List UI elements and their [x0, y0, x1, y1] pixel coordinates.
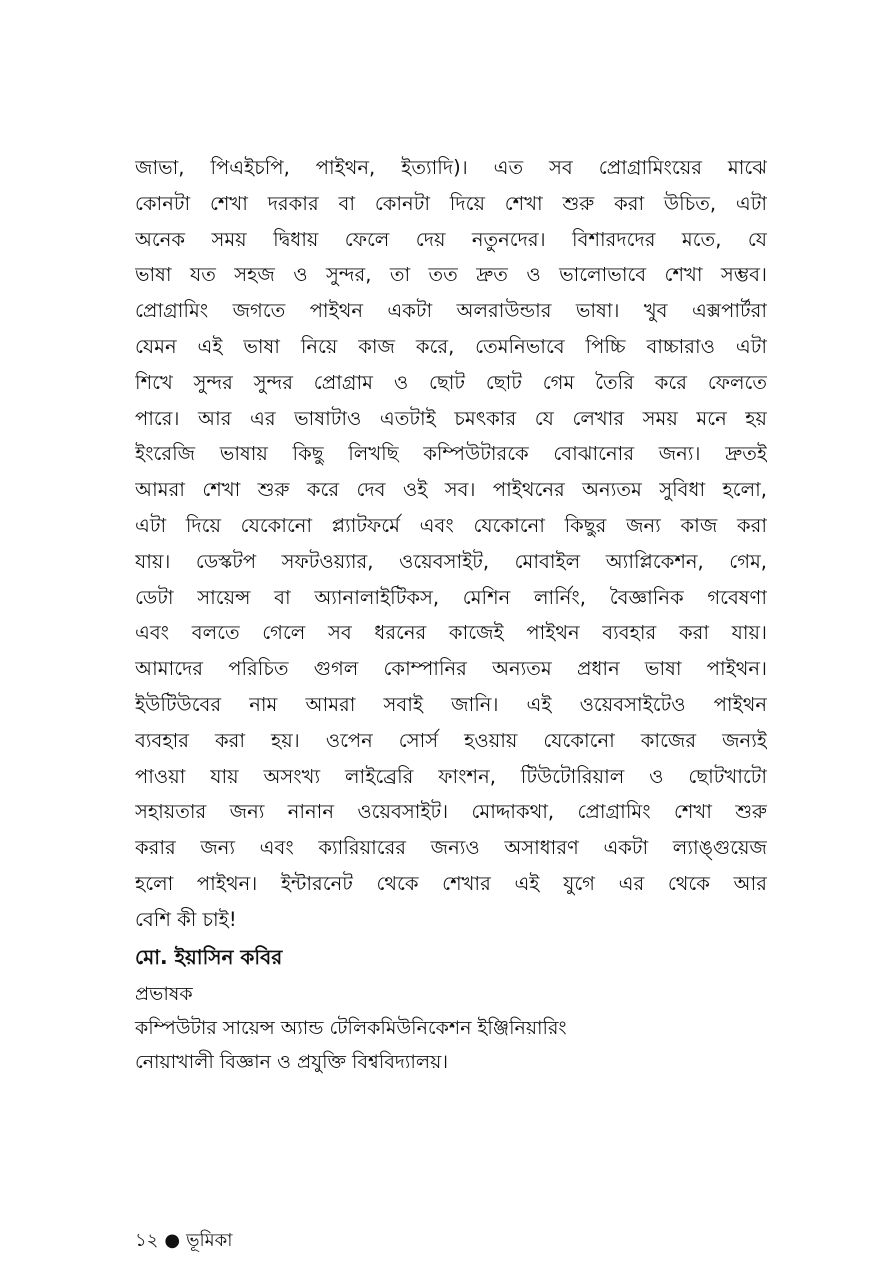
paragraph-line: এটা দিয়ে যেকোনো প্ল্যাটফর্মে এবং যেকোনো কিছুর জন্য কাজ করা	[135, 513, 767, 537]
paragraph-line: হলো পাইথন। ইন্টারনেট থেকে শেখার এই যুগে এর থেকে আর	[135, 871, 767, 895]
paragraph-line: আমাদের পরিচিত গুগল কোম্পানির অন্যতম প্রধান ভাষা পাইথন।	[135, 657, 767, 681]
paragraph-line: কোনটা শেখা দরকার বা কোনটা দিয়ে শেখা শুরু করা উচিত, এটা	[135, 191, 767, 215]
paragraph-line: শিখে সুন্দর সুন্দর প্রোগ্রাম ও ছোট ছোট গেম তৈরি করে ফেলতে	[135, 370, 767, 394]
paragraph-line: ব্যবহার করা হয়। ওপেন সোর্স হওয়ায় যেকোনো কাজের জন্যই	[135, 728, 767, 752]
paragraph-line: বেশি কী চাই!	[135, 907, 237, 931]
page-number: ১২	[135, 1230, 159, 1251]
paragraph-line: এবং বলতে গেলে সব ধরনের কাজেই পাইথন ব্যবহার করা যায়।	[135, 621, 767, 645]
paragraph-line: যেমন এই ভাষা নিয়ে কাজ করে, তেমনিভাবে পিচ্চি বাচ্চারাও এটা	[135, 334, 767, 358]
paragraph-line: পারে। আর এর ভাষাটাও এতটাই চমৎকার যে লেখার সময় মনে হয়	[135, 406, 767, 430]
paragraph-line: আমরা শেখা শুরু করে দেব ওই সব। পাইথনের অন্যতম সুবিধা হলো,	[135, 478, 767, 502]
paragraph-line: ডেটা সায়েন্স বা অ্যানালাইটিকস, মেশিন লার্নিং, বৈজ্ঞানিক গবেষণা	[135, 585, 767, 609]
author-department: কম্পিউটার সায়েন্স অ্যান্ড টেলিকমিউনিকেশন ইঞ্জিনিয়ারিং	[135, 1017, 567, 1039]
paragraph-line: সহায়তার জন্য নানান ওয়েবসাইট। মোদ্দাকথা, প্রোগ্রামিং শেখা শুরু	[135, 800, 767, 824]
paragraph-line: ইউটিউবের নাম আমরা সবাই জানি। এই ওয়েবসাইটেও পাইথন	[135, 692, 767, 716]
author-name: মো. ইয়াসিন কবির	[135, 945, 283, 969]
paragraph-line: ভাষা যত সহজ ও সুন্দর, তা তত দ্রুত ও ভালোভাবে শেখা সম্ভব।	[135, 263, 767, 287]
author-signature	[135, 937, 775, 1079]
author-institution: নোয়াখালী বিজ্ঞান ও প্রযুক্তি বিশ্ববিদ্যালয়।	[135, 1051, 449, 1073]
paragraph-line: পাওয়া যায় অসংখ্য লাইব্রেরি ফাংশন, টিউটোরিয়াল ও ছোটখাটো	[135, 764, 767, 788]
paragraph-line: প্রোগ্রামিং জগতে পাইথন একটা অলরাউন্ডার ভাষা। খুব এক্সপার্টরা	[135, 299, 767, 323]
paragraph-line: যায়। ডেস্কটপ সফটওয়্যার, ওয়েবসাইট, মোবাইল অ্যাপ্লিকেশন, গেম,	[135, 549, 767, 573]
paragraph-line: ইংরেজি ভাষায় কিছু লিখছি কম্পিউটারকে বোঝানোর জন্য। দ্রুতই	[135, 442, 767, 466]
page-footer	[135, 1228, 232, 1254]
bullet-icon: ●	[164, 1230, 181, 1251]
paragraph-line: করার জন্য এবং ক্যারিয়ারের জন্যও অসাধারণ একটা ল্যাঙ্গুয়েজ	[135, 836, 767, 860]
section-name: ভূমিকা	[186, 1230, 233, 1251]
paragraph-line: জাভা, পিএইচপি, পাইথন, ইত্যাদি)। এত সব প্রোগ্রামিংয়ের মাঝে	[135, 156, 767, 179]
body-paragraph	[135, 150, 767, 938]
paragraph-line: অনেক সময় দ্বিধায় ফেলে দেয় নতুনদের। বিশারদদের মতে, যে	[135, 227, 767, 251]
author-title: প্রভাষক	[135, 983, 193, 1005]
